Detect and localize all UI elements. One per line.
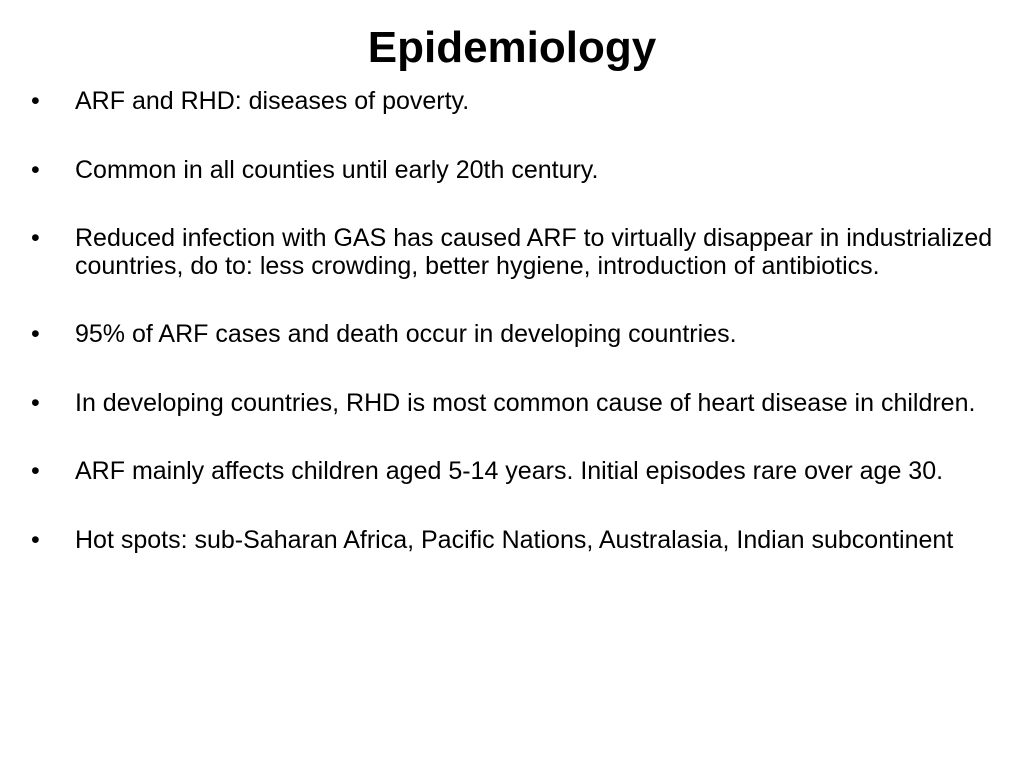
bullet-marker: • [31,155,40,184]
bullet-text: ARF and RHD: diseases of poverty. [75,87,470,115]
bullet-item [0,225,1024,280]
bullet-marker: • [31,388,40,417]
bullet-text: In developing countries, RHD is most common cause of heart disease in children. [75,388,976,417]
bullet-item [0,157,1024,185]
bullet-text: 95% of ARF cases and death occur in developing countries. [75,320,737,348]
bullet-text: ARF mainly affects children aged 5-14 years. Initial episodes rare over age 30. [75,457,944,485]
bullet-item [0,527,1024,555]
bullet-item [0,321,1024,349]
bullet-item [0,390,1024,418]
bullet-marker: • [31,224,40,252]
bullet-marker: • [31,525,40,554]
bullet-list [0,88,1024,595]
slide-title: Epidemiology [367,23,657,72]
bullet-item [0,88,1024,116]
bullet-item [0,458,1024,486]
bullet-text: Common in all counties until early 20th century. [75,155,599,184]
bullet-marker: • [31,320,40,348]
bullet-text: Reduced infection with GAS has caused ARF to virtually disappear in industrialized countries, do to: less crowding, better hygiene, introduction of antibiotics. [75,224,993,280]
bullet-marker: • [31,457,40,485]
bullet-marker: • [31,87,40,115]
bullet-text: Hot spots: sub-Saharan Africa, Pacific Nations, Australasia, Indian subcontinent [75,525,954,554]
